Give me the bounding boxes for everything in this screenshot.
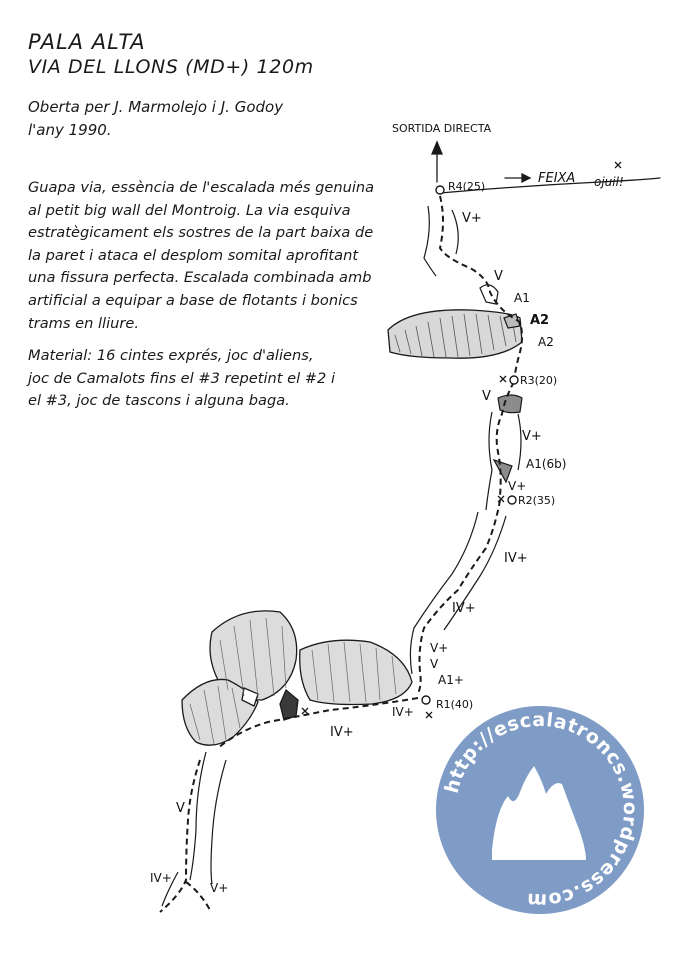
belay-r4-label: R4(25) — [448, 180, 486, 193]
page-title: PALA ALTA — [28, 30, 146, 54]
grade-label: IV+ — [504, 551, 528, 566]
grade-label: V+ — [522, 429, 542, 444]
grade-label: V+ — [430, 641, 449, 655]
gear-line: Material: 16 cintes exprés, joc d'aliens, — [28, 347, 314, 364]
description-line: artificial a equipar a base de flotants i bonics — [28, 291, 358, 309]
belay-r1-label: R1(40) — [436, 698, 474, 711]
grade-label: V — [482, 389, 491, 404]
grade-label: V — [176, 801, 185, 816]
belay-r4-icon — [436, 186, 444, 194]
belay-r3-label: R3(20) — [520, 374, 558, 387]
grade-label: A1(6b) — [526, 457, 567, 471]
ledge-arrow-icon — [522, 174, 530, 182]
description-line: Guapa via, essència de l'escalada més genuina — [28, 179, 375, 196]
belay-r2-label: R2(35) — [518, 494, 556, 507]
warning-label: ojuil! — [594, 175, 624, 189]
stamp-url-text: http://escalatroncs.wordpress.com — [440, 708, 642, 912]
lower-roof-rocks — [182, 611, 412, 745]
grade-label: IV+ — [452, 601, 476, 616]
upper-roof-rock — [388, 310, 522, 358]
website-stamp-logo — [430, 700, 650, 920]
credits-line-2: l'any 1990. — [28, 121, 112, 139]
description-line: al petit big wall del Montroig. La via esquiva — [28, 201, 351, 219]
gear-line: joc de Camalots fins el #3 repetint el #2 i — [28, 369, 335, 387]
bolt-x-icon — [302, 708, 308, 714]
belay-r2-icon — [508, 496, 516, 504]
bolt-x-icon — [500, 376, 506, 382]
description-line: estratègicament els sostres de la part baixa de — [28, 224, 374, 242]
route-subtitle: VIA DEL LLONS (MD+) 120m — [28, 56, 314, 78]
credits-line-1: Oberta per J. Marmolejo i J. Godoy — [28, 98, 284, 116]
grade-label: V+ — [462, 211, 482, 226]
grade-label: A2 — [530, 313, 550, 328]
grade-label: IV+ — [330, 725, 354, 740]
bolt-x-icon — [615, 162, 621, 168]
belay-rings — [422, 186, 518, 704]
gear-line: el #3, joc de tascons i alguna baga. — [28, 392, 290, 410]
grade-label: A1+ — [438, 673, 464, 687]
grade-label: IV+ — [392, 705, 414, 719]
bolt-marks — [302, 162, 621, 718]
grade-label: IV+ — [150, 871, 172, 885]
grade-label: V — [430, 657, 439, 671]
grade-label: A2 — [538, 335, 554, 349]
exit-label: SORTIDA DIRECTA — [392, 122, 492, 135]
belay-r1-icon — [422, 696, 430, 704]
description-line: la paret i ataca el desplom somital aprofitant — [28, 246, 359, 264]
grade-label: A1 — [514, 291, 530, 305]
grade-label: V+ — [508, 479, 527, 493]
ledge-label: FEIXA — [538, 171, 576, 186]
description-line: trams en lliure. — [28, 314, 140, 332]
exit-arrow-icon — [432, 142, 442, 154]
description-line: una fissura perfecta. Escalada combinada amb — [28, 269, 372, 287]
bolt-x-icon — [498, 496, 504, 502]
grade-label: V — [494, 269, 503, 284]
grade-label: V+ — [210, 881, 229, 895]
belay-r3-icon — [510, 376, 518, 384]
